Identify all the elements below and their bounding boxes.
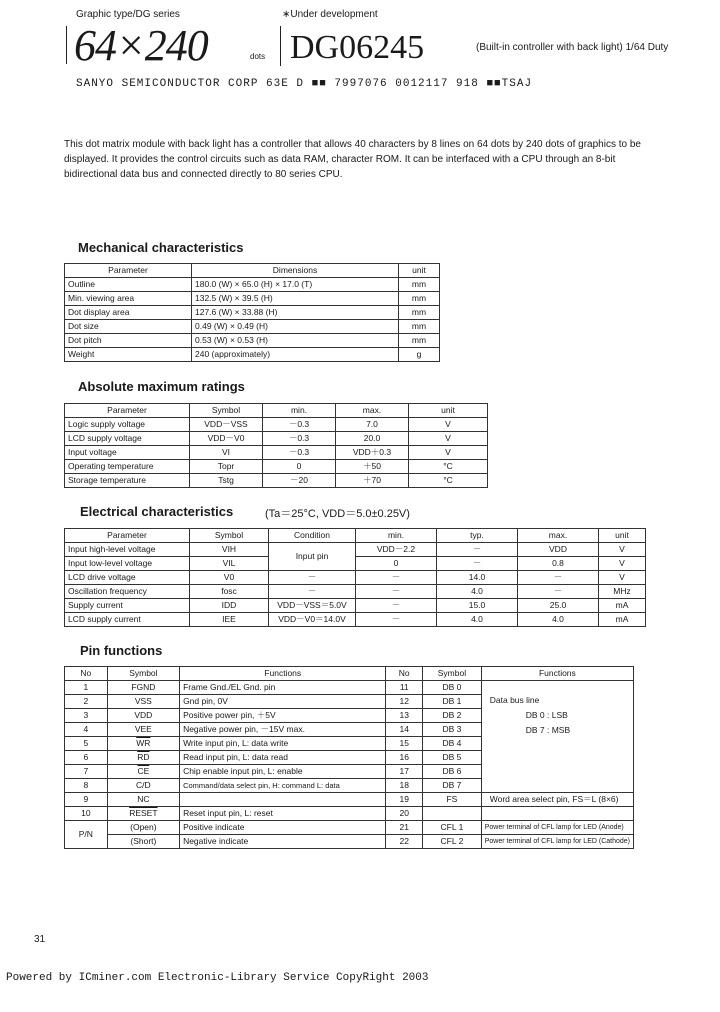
pin-symbol <box>423 807 482 821</box>
pin-no: 10 <box>65 807 108 821</box>
pin-function: Frame Gnd./EL Gnd. pin <box>180 681 386 695</box>
elec-max: 25.0 <box>518 599 599 613</box>
pin-function: Gnd pin, 0V <box>180 695 386 709</box>
elec-max: 0.8 <box>518 557 599 571</box>
absolute-title: Absolute maximum ratings <box>78 379 245 394</box>
table-row <box>65 599 646 613</box>
abs-min: －0.3 <box>263 418 336 432</box>
elec-min: － <box>356 599 437 613</box>
pin-header: No <box>386 667 423 681</box>
elec-header: Symbol <box>190 529 269 543</box>
mech-param: Min. viewing area <box>65 292 192 306</box>
series-label: Graphic type/DG series <box>76 9 180 20</box>
elec-typ: 15.0 <box>437 599 518 613</box>
pin-no: 11 <box>386 681 423 695</box>
elec-unit: mA <box>599 613 646 627</box>
pin-function: Reset input pin, L: reset <box>180 807 386 821</box>
abs-max: 20.0 <box>336 432 409 446</box>
table-row <box>65 292 440 306</box>
pin-symbol: NC <box>107 793 179 807</box>
abs-header: max. <box>336 404 409 418</box>
header-divider-left <box>66 26 67 64</box>
abs-symbol: Tstg <box>190 474 263 488</box>
abs-unit: °C <box>409 460 488 474</box>
elec-typ: 4.0 <box>437 613 518 627</box>
table-row <box>65 306 440 320</box>
elec-max: － <box>518 585 599 599</box>
bl-function: Positive indicate <box>180 821 386 835</box>
pin-no: 13 <box>386 709 423 723</box>
pin-function: Power terminal of CFL lamp for LED (Cathode) <box>481 835 633 849</box>
abs-symbol: VDD－VSS <box>190 418 263 432</box>
elec-min: － <box>356 571 437 585</box>
pin-symbol: CFL 2 <box>423 835 482 849</box>
abs-unit: V <box>409 446 488 460</box>
abs-unit: V <box>409 418 488 432</box>
elec-header: max. <box>518 529 599 543</box>
elec-min: 0 <box>356 557 437 571</box>
table-row <box>65 681 634 695</box>
mech-unit: mm <box>399 334 440 348</box>
pin-no: 19 <box>386 793 423 807</box>
mech-unit: mm <box>399 278 440 292</box>
table-row <box>65 320 440 334</box>
elec-header: min. <box>356 529 437 543</box>
pin-no: 20 <box>386 807 423 821</box>
mechanical-title: Mechanical characteristics <box>78 240 244 255</box>
mech-param: Dot pitch <box>65 334 192 348</box>
abs-min: 0 <box>263 460 336 474</box>
table-row <box>65 793 634 807</box>
pin-function: Read input pin, L: data read <box>180 751 386 765</box>
header-divider <box>280 26 281 66</box>
elec-typ: 4.0 <box>437 585 518 599</box>
pin-symbol: DB 4 <box>423 737 482 751</box>
pin-no: 4 <box>65 723 108 737</box>
mech-unit: mm <box>399 306 440 320</box>
page-number: 31 <box>34 934 46 945</box>
mech-header: Dimensions <box>192 264 399 278</box>
abs-param: Logic supply voltage <box>65 418 190 432</box>
pin-symbol: $\overline{WR}$ <box>107 737 179 751</box>
model-description: (Built-in controller with back light) 1/64 Duty <box>476 42 669 53</box>
elec-header: unit <box>599 529 646 543</box>
abs-header: unit <box>409 404 488 418</box>
status-label: ∗Under development <box>282 9 378 20</box>
dots-size: 64×240 <box>74 21 208 70</box>
abs-max: VDD＋0.3 <box>336 446 409 460</box>
table-row <box>65 418 488 432</box>
mech-header: unit <box>399 264 440 278</box>
mechanical-table <box>64 263 440 362</box>
mech-param: Weight <box>65 348 192 362</box>
pin-symbol: DB 6 <box>423 765 482 779</box>
table-row <box>65 334 440 348</box>
pin-function <box>180 793 386 807</box>
elec-max: 4.0 <box>518 613 599 627</box>
table-row <box>65 432 488 446</box>
table-row <box>65 585 646 599</box>
mech-dim: 127.6 (W) × 33.88 (H) <box>192 306 399 320</box>
pins-table <box>64 666 634 849</box>
fs-function: Word area select pin, FS＝L (8×6) <box>481 793 633 807</box>
pin-symbol: VEE <box>107 723 179 737</box>
abs-unit: V <box>409 432 488 446</box>
table-row <box>65 807 634 821</box>
abs-param: Storage temperature <box>65 474 190 488</box>
pin-no: 2 <box>65 695 108 709</box>
electrical-table <box>64 528 646 627</box>
pin-no: 6 <box>65 751 108 765</box>
table-row <box>65 460 488 474</box>
pin-function: Positive power pin, ＋5V <box>180 709 386 723</box>
pin-function <box>481 807 633 821</box>
elec-symbol: V0 <box>190 571 269 585</box>
pin-symbol: VSS <box>107 695 179 709</box>
pin-symbol: DB 5 <box>423 751 482 765</box>
elec-condition: － <box>269 585 356 599</box>
elec-param: Oscillation frequency <box>65 585 190 599</box>
elec-symbol: IDD <box>190 599 269 613</box>
mech-param: Dot size <box>65 320 192 334</box>
abs-min: －0.3 <box>263 446 336 460</box>
abs-unit: °C <box>409 474 488 488</box>
pin-no: 5 <box>65 737 108 751</box>
table-row <box>65 446 488 460</box>
bl-state: (Open) <box>107 821 179 835</box>
mech-unit: mm <box>399 292 440 306</box>
dots-label: dots <box>250 52 266 61</box>
pin-function: Write input pin, L: data write <box>180 737 386 751</box>
abs-header: Parameter <box>65 404 190 418</box>
pin-no: 18 <box>386 779 423 793</box>
elec-condition: VDD－VSS＝5.0V <box>269 599 356 613</box>
elec-max: － <box>518 571 599 585</box>
mech-dim: 240 (approximately) <box>192 348 399 362</box>
elec-typ: － <box>437 543 518 557</box>
elec-min: － <box>356 585 437 599</box>
data-bus-function <box>481 681 633 793</box>
elec-unit: V <box>599 571 646 585</box>
elec-unit: V <box>599 557 646 571</box>
elec-condition: － <box>269 571 356 585</box>
table-row <box>65 821 634 835</box>
elec-param: LCD drive voltage <box>65 571 190 585</box>
table-row <box>65 571 646 585</box>
pin-header: Symbol <box>107 667 179 681</box>
pin-no: 21 <box>386 821 423 835</box>
pin-no: 12 <box>386 695 423 709</box>
elec-unit: V <box>599 543 646 557</box>
abs-max: 7.0 <box>336 418 409 432</box>
intro-text: This dot matrix module with back light has a controller that allows 40 characters by 8 lines on 64 dots by 240 dots of graphics to be displayed. It provides the control circuits such as data RAM, character ROM. It can be interfaced with a CPU through an 8-bit bidirectional data bus and connected directly to 80 series CPU. <box>64 139 641 180</box>
abs-header: Symbol <box>190 404 263 418</box>
elec-header: Parameter <box>65 529 190 543</box>
electrical-condition: (Ta＝25°C, VDD＝5.0±0.25V) <box>265 508 410 520</box>
elec-param: LCD supply current <box>65 613 190 627</box>
mech-unit: mm <box>399 320 440 334</box>
pin-header: No <box>65 667 108 681</box>
pin-no: 15 <box>386 737 423 751</box>
pin-symbol: $\overline{CE}$ <box>107 765 179 779</box>
pin-symbol: FS <box>423 793 482 807</box>
table-row <box>65 613 646 627</box>
elec-max: VDD <box>518 543 599 557</box>
pin-symbol: DB 0 <box>423 681 482 695</box>
table-row <box>65 348 440 362</box>
pin-symbol: DB 3 <box>423 723 482 737</box>
pin-symbol: DB 7 <box>423 779 482 793</box>
abs-param: Operating temperature <box>65 460 190 474</box>
elec-param: Supply current <box>65 599 190 613</box>
bl-state: (Short) <box>107 835 179 849</box>
pin-no: 16 <box>386 751 423 765</box>
pin-no: 17 <box>386 765 423 779</box>
pin-no: 14 <box>386 723 423 737</box>
pin-symbol: DB 1 <box>423 695 482 709</box>
table-row <box>65 835 634 849</box>
pin-no: 9 <box>65 793 108 807</box>
abs-header: min. <box>263 404 336 418</box>
table-row <box>65 557 646 571</box>
elec-condition: Input pin <box>269 543 356 571</box>
table-row <box>65 278 440 292</box>
model-number: DG06245 <box>290 29 425 66</box>
bl-label: P/N <box>65 821 108 849</box>
pin-header: Functions <box>180 667 386 681</box>
elec-typ: 14.0 <box>437 571 518 585</box>
pin-function: Negative power pin, －15V max. <box>180 723 386 737</box>
pin-header: Functions <box>481 667 633 681</box>
mech-param: Dot display area <box>65 306 192 320</box>
pin-symbol: C/D <box>107 779 179 793</box>
abs-max: ＋70 <box>336 474 409 488</box>
elec-typ: － <box>437 557 518 571</box>
table-row <box>65 543 646 557</box>
elec-unit: mA <box>599 599 646 613</box>
elec-header: Condition <box>269 529 356 543</box>
abs-param: Input voltage <box>65 446 190 460</box>
corp-line: SANYO SEMICONDUCTOR CORP 63E D ■■ 7997076 0012117 918 ■■TSAJ <box>76 78 533 90</box>
data-bus-label: Data bus line <box>489 695 540 705</box>
electrical-title: Electrical characteristics <box>80 504 234 519</box>
pin-symbol: FGND <box>107 681 179 695</box>
absolute-table <box>64 403 488 488</box>
elec-param: Input high-level voltage <box>65 543 190 557</box>
mech-dim: 132.5 (W) × 39.5 (H) <box>192 292 399 306</box>
elec-min: VDD－2.2 <box>356 543 437 557</box>
data-bus-msb: DB 7 : MSB <box>525 725 571 735</box>
mech-unit: g <box>399 348 440 362</box>
mech-dim: 0.49 (W) × 0.49 (H) <box>192 320 399 334</box>
elec-condition: VDD－V0＝14.0V <box>269 613 356 627</box>
mech-dim: 0.53 (W) × 0.53 (H) <box>192 334 399 348</box>
data-bus-lsb: DB 0 : LSB <box>525 710 568 720</box>
pin-no: 3 <box>65 709 108 723</box>
abs-min: －0.3 <box>263 432 336 446</box>
pin-no: 1 <box>65 681 108 695</box>
abs-max: ＋50 <box>336 460 409 474</box>
pin-no: 7 <box>65 765 108 779</box>
pin-symbol: $\overline{RD}$ <box>107 751 179 765</box>
bl-function: Negative indicate <box>180 835 386 849</box>
elec-param: Input low-level voltage <box>65 557 190 571</box>
pin-no: 8 <box>65 779 108 793</box>
footer-copyright: Powered by ICminer.com Electronic-Library Service CopyRight 2003 <box>6 972 429 984</box>
pin-function: Command/data select pin, H: command L: data <box>180 779 386 793</box>
abs-symbol: VDD－V0 <box>190 432 263 446</box>
pin-header: Symbol <box>423 667 482 681</box>
elec-symbol: fosc <box>190 585 269 599</box>
pin-symbol: RESET <box>107 807 179 821</box>
pin-symbol: DB 2 <box>423 709 482 723</box>
abs-symbol: Topr <box>190 460 263 474</box>
elec-symbol: VIH <box>190 543 269 557</box>
elec-symbol: IEE <box>190 613 269 627</box>
elec-header: typ. <box>437 529 518 543</box>
pin-function: Chip enable input pin, L: enable <box>180 765 386 779</box>
abs-min: －20 <box>263 474 336 488</box>
elec-symbol: VIL <box>190 557 269 571</box>
mech-dim: 180.0 (W) × 65.0 (H) × 17.0 (T) <box>192 278 399 292</box>
mech-header: Parameter <box>65 264 192 278</box>
pins-title: Pin functions <box>80 643 163 658</box>
pin-function: Power terminal of CFL lamp for LED (Anode) <box>481 821 633 835</box>
abs-param: LCD supply voltage <box>65 432 190 446</box>
abs-symbol: VI <box>190 446 263 460</box>
mech-param: Outline <box>65 278 192 292</box>
pin-symbol: VDD <box>107 709 179 723</box>
pin-symbol: CFL 1 <box>423 821 482 835</box>
elec-min: － <box>356 613 437 627</box>
elec-unit: MHz <box>599 585 646 599</box>
table-row <box>65 474 488 488</box>
pin-no: 22 <box>386 835 423 849</box>
